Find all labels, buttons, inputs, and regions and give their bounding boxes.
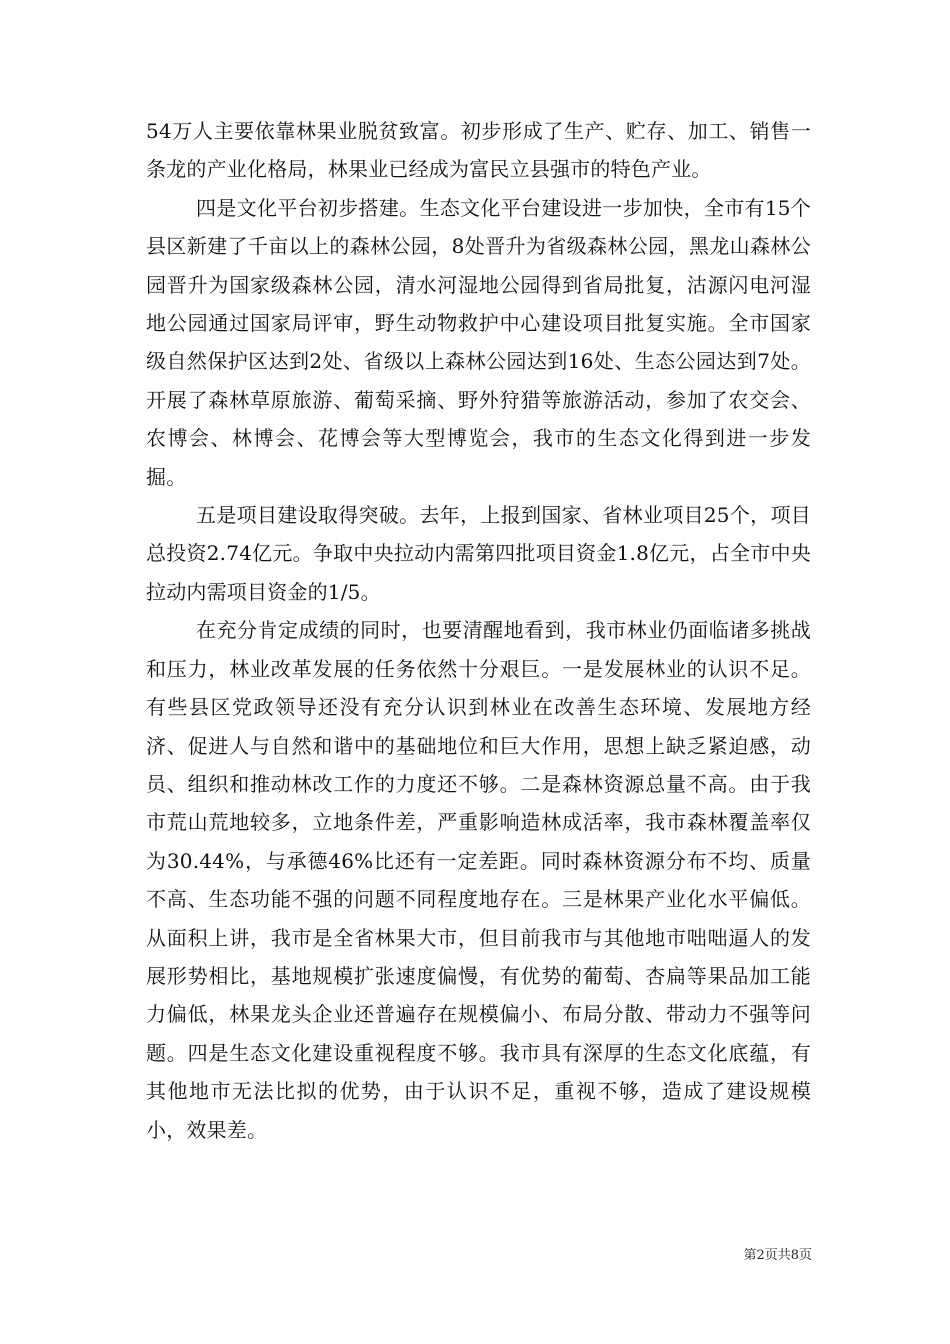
document-body: [146, 112, 811, 1149]
paragraph-cultural-platform: 四是文化平台初步搭建。生态文化平台建设进一步加快，全市有15个县区新建了千亩以上的森林公园，8处晋升为省级森林公园，黑龙山森林公园晋升为国家级森林公园，清水河湿地公园得到省局批复，沽源闪电河湿地公园通过国家局评审，野生动物救护中心建设项目批复实施。全市国家级自然保护区达到2处、省级以上森林公园达到16处、生态公园达到7处。开展了森林草原旅游、葡萄采摘、野外狩猎等旅游活动，参加了农交会、农博会、林博会、花博会等大型博览会，我市的生态文化得到进一步发掘。: [146, 195, 811, 489]
page-number-footer: 第2页共8页: [743, 1248, 812, 1263]
paragraph-challenges: 在充分肯定成绩的同时，也要清醒地看到，我市林业仍面临诸多挑战和压力，林业改革发展的任务依然十分艰巨。一是发展林业的认识不足。有些县区党政领导还没有充分认识到林业在改善生态环境、发展地方经济、促进人与自然和谐中的基础地位和巨大作用，思想上缺乏紧迫感，动员、组织和推动林改工作的力度还不够。二是森林资源总量不高。由于我市荒山荒地较多，立地条件差，严重影响造林成活率，我市森林覆盖率仅为30.44%，与承德46%比还有一定差距。同时森林资源分布不均、质量不高、生态功能不强的问题不同程度地存在。三是林果产业化水平偏低。从面积上讲，我市是全省林果大市，但目前我市与其他地市咄咄逼人的发展形势相比，基地规模扩张速度偏慢，有优势的葡萄、杏扁等果品加工能力偏低，林果龙头企业还普遍存在规模偏小、布局分散、带动力不强等问题。四是生态文化建设重视程度不够。我市具有深厚的生态文化底蕴，有其他地市无法比拟的优势，由于认识不足，重视不够，造成了建设规模小，效果差。: [146, 618, 811, 1142]
paragraph-project-construction: 五是项目建设取得突破。去年，上报到国家、省林业项目25个，项目总投资2.74亿元。争取中央拉动内需第四批项目资金1.8亿元，占全市中央拉动内需项目资金的1/5。: [146, 503, 811, 604]
paragraph-continuation: 54万人主要依靠林果业脱贫致富。初步形成了生产、贮存、加工、销售一条龙的产业化格局，林果业已经成为富民立县强市的特色产业。: [146, 119, 811, 182]
